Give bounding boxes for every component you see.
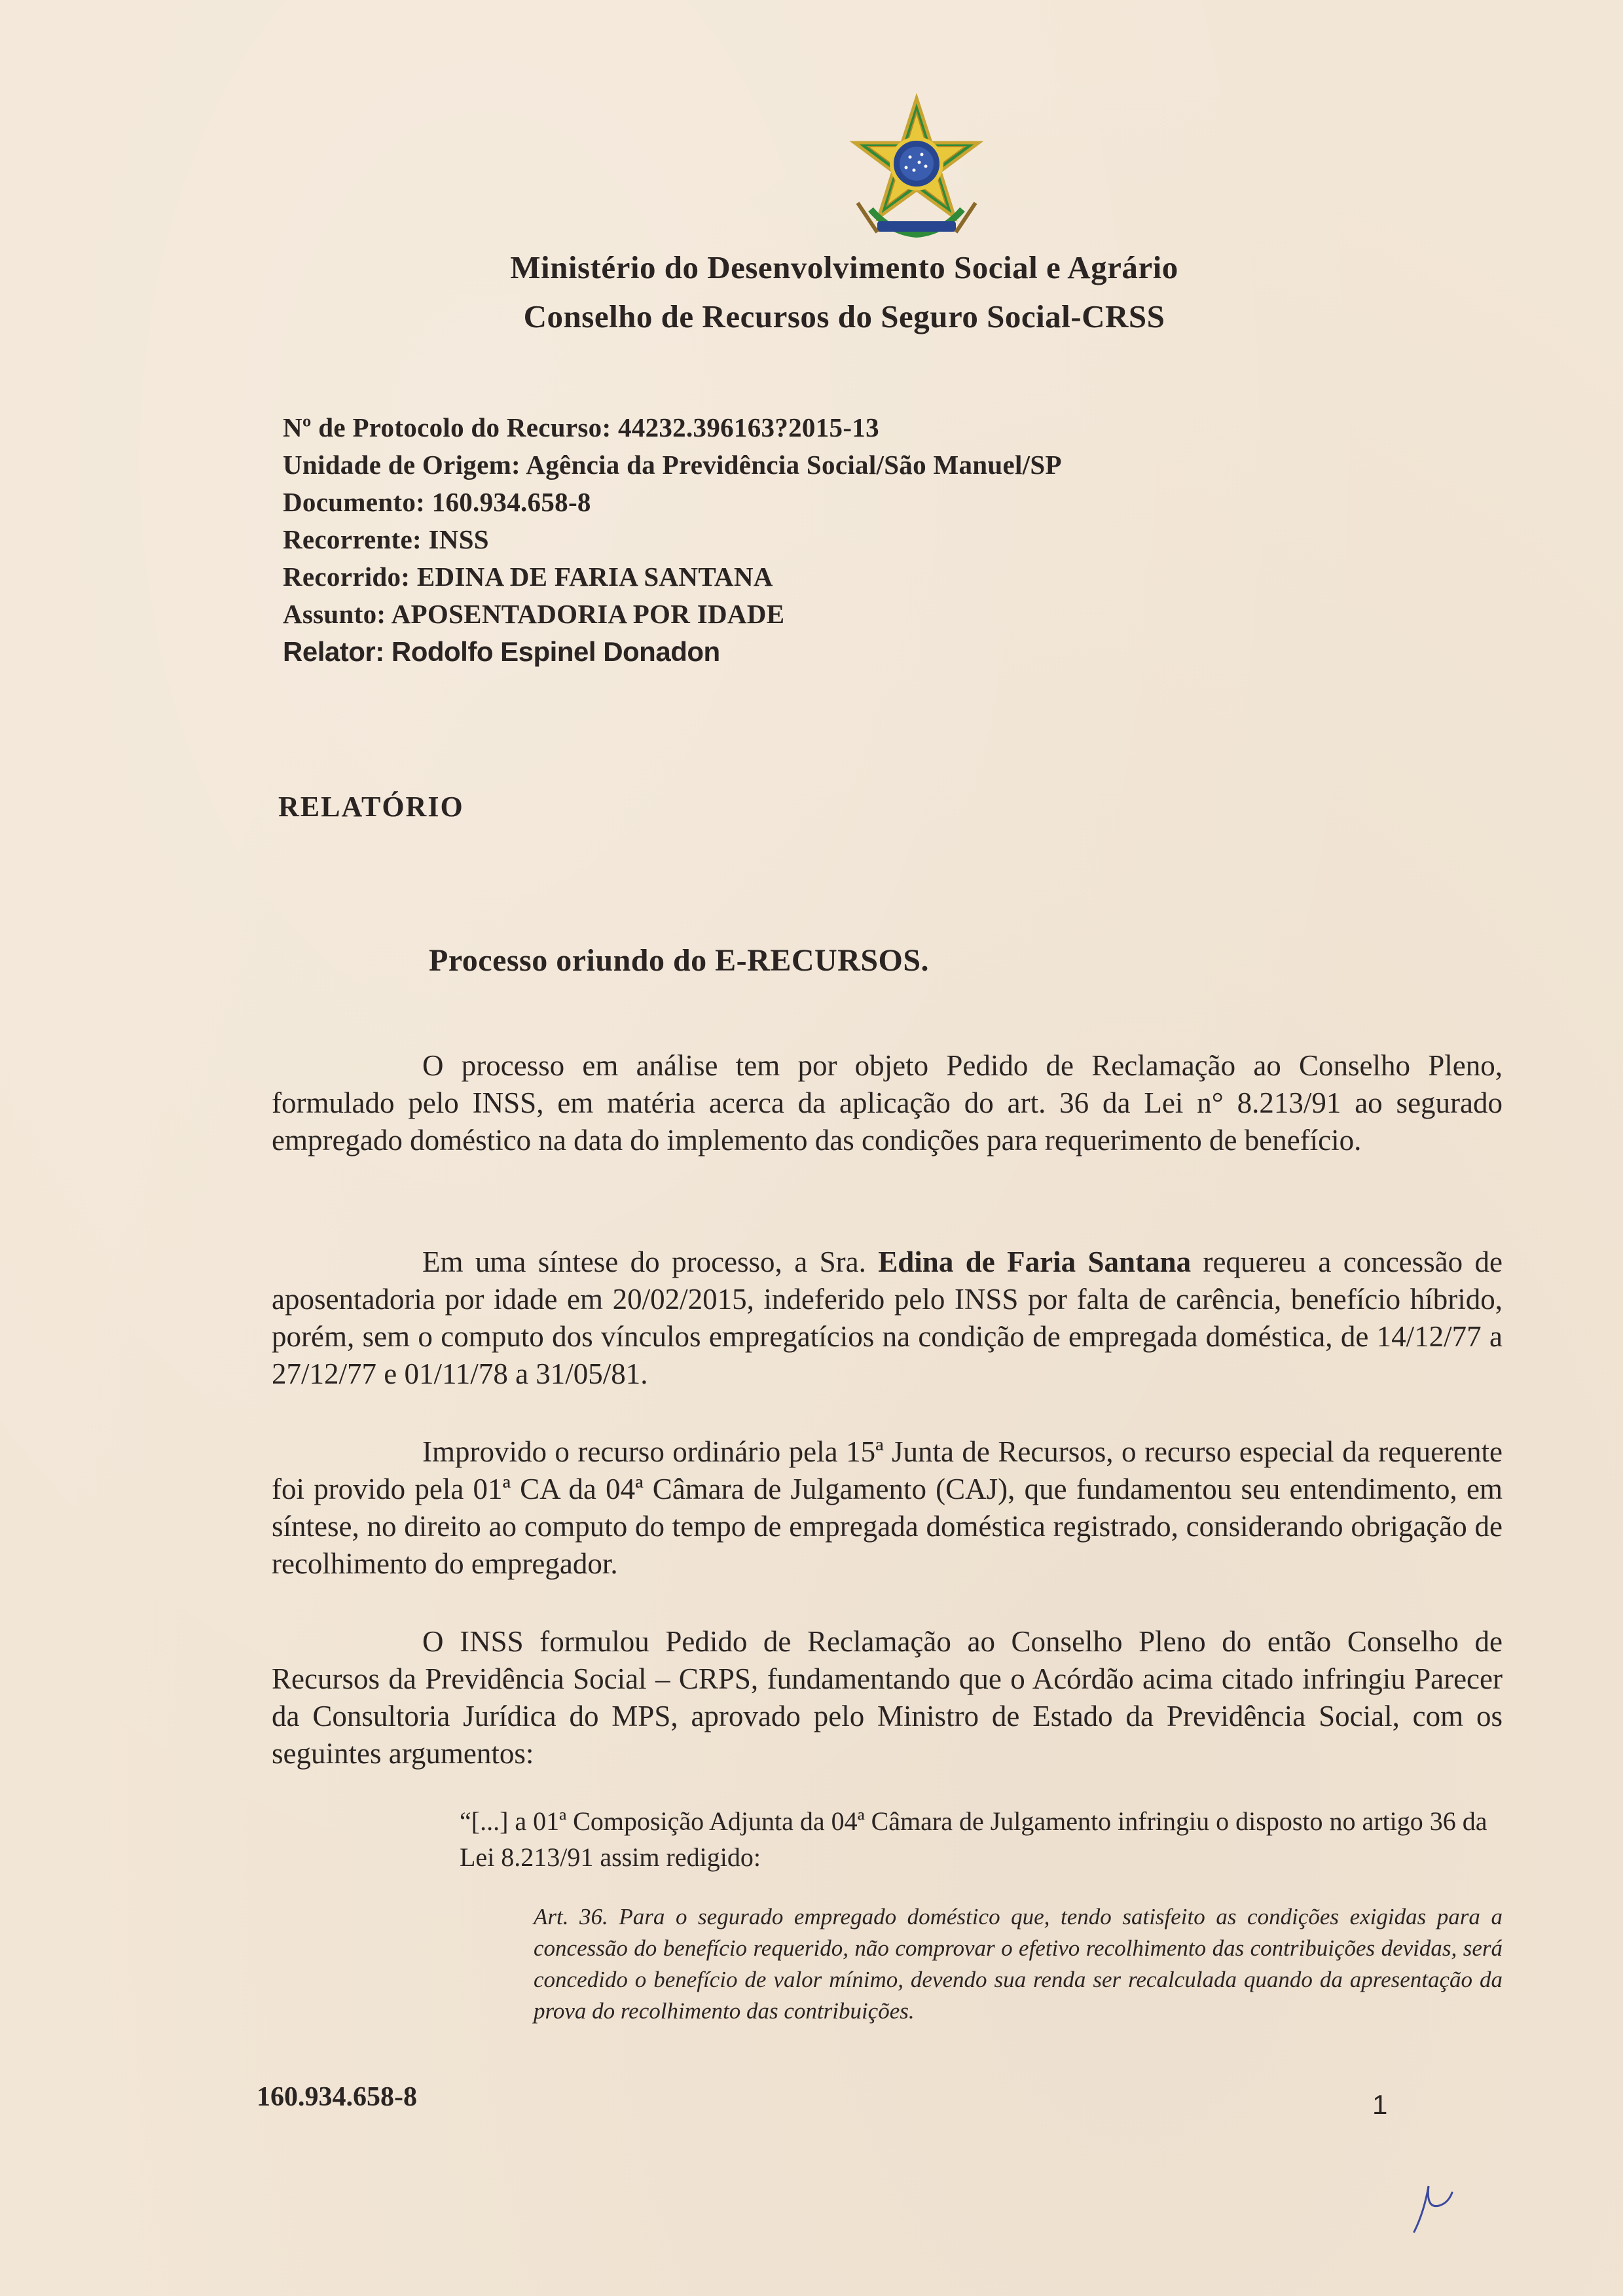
section-title: RELATÓRIO <box>278 791 464 823</box>
protocol-row: Nº de Protocolo do Recurso: 44232.396163?2015-13 <box>283 412 879 442</box>
process-origin: Processo oriundo do E-RECURSOS. <box>429 943 930 978</box>
quoted-argument: “[...] a 01ª Composição Adjunta da 04ª Câmara de Julgamento infringiu o disposto no artigo 36 da Lei 8.213/91 assim redigido: <box>460 1806 1487 1872</box>
paragraph-claim: O INSS formulou Pedido de Reclamação ao Conselho Pleno do então Conselho de Recursos da Previdência Social – CRPS, fundamentando que o Acórdão acima citado infringiu Parecer da Consultoria Jurídica do MPS, aprovado pelo Ministro de Estado da Previdência Social, com os seguintes argumentos: <box>272 1625 1503 1770</box>
handwritten-initials <box>1388 2173 1467 2238</box>
paragraph-appeal: Improvido o recurso ordinário pela 15ª Junta de Recursos, o recurso especial da requerente foi provido pela 01ª CA da 04ª Câmara de Julgamento (CAJ), que fundamentou seu entendimento, em síntese, no direito ao computo do tempo de empregada doméstica registrado, considerando obrigação de recolhimento do empregador. <box>272 1435 1503 1580</box>
case-metadata <box>283 409 1062 670</box>
coat-of-arms-icon <box>845 92 989 242</box>
origin-unit-row: Unidade de Origem: Agência da Previdência Social/São Manuel/SP <box>283 450 1062 480</box>
page-number: 1 <box>1372 2089 1388 2120</box>
subject-row: Assunto: APOSENTADORIA POR IDADE <box>283 599 785 629</box>
appellant-row: Recorrente: INSS <box>283 524 489 554</box>
law-citation: Art. 36. Para o segurado empregado doméstico que, tendo satisfeito as condições exigidas para a concessão do benefício requerido, não comprovar o efetivo recolhimento das contribuições devidas, será concedido o benefício de valor mínimo, devendo sua renda ser recalculada quando da apresentação da prova do recolhimento das contribuições. <box>534 1904 1503 2024</box>
footer-document-number: 160.934.658-8 <box>257 2082 417 2112</box>
paragraph-object: O processo em análise tem por objeto Pedido de Reclamação ao Conselho Pleno, formulado pelo INSS, em matéria acerca da aplicação do art. 36 da Lei n° 8.213/91 ao segurado empregado doméstico na data do implemento das condições para requerimento de benefício. <box>272 1049 1503 1157</box>
council-title: Conselho de Recursos do Seguro Social-CRSS <box>523 298 1165 334</box>
appellee-row: Recorrido: EDINA DE FARIA SANTANA <box>283 562 773 592</box>
paragraph-summary: Em uma síntese do processo, a Sra. Edina de Faria Santana requereu a concessão de aposentadoria por idade em 20/02/2015, indeferido pelo INSS por falta de carência, benefício híbrido, porém, sem o computo dos vínculos empregatícios na condição de empregada doméstica, de 14/12/77 a 27/12/77 e 01/11/78 a 31/05/81. <box>272 1246 1503 1390</box>
appellee-name: Edina de Faria Santana <box>878 1246 1192 1278</box>
rapporteur-row: Relator: Rodolfo Espinel Donadon <box>283 636 720 667</box>
ministry-title: Ministério do Desenvolvimento Social e Agrário <box>510 249 1178 285</box>
document-row: Documento: 160.934.658-8 <box>283 487 591 517</box>
